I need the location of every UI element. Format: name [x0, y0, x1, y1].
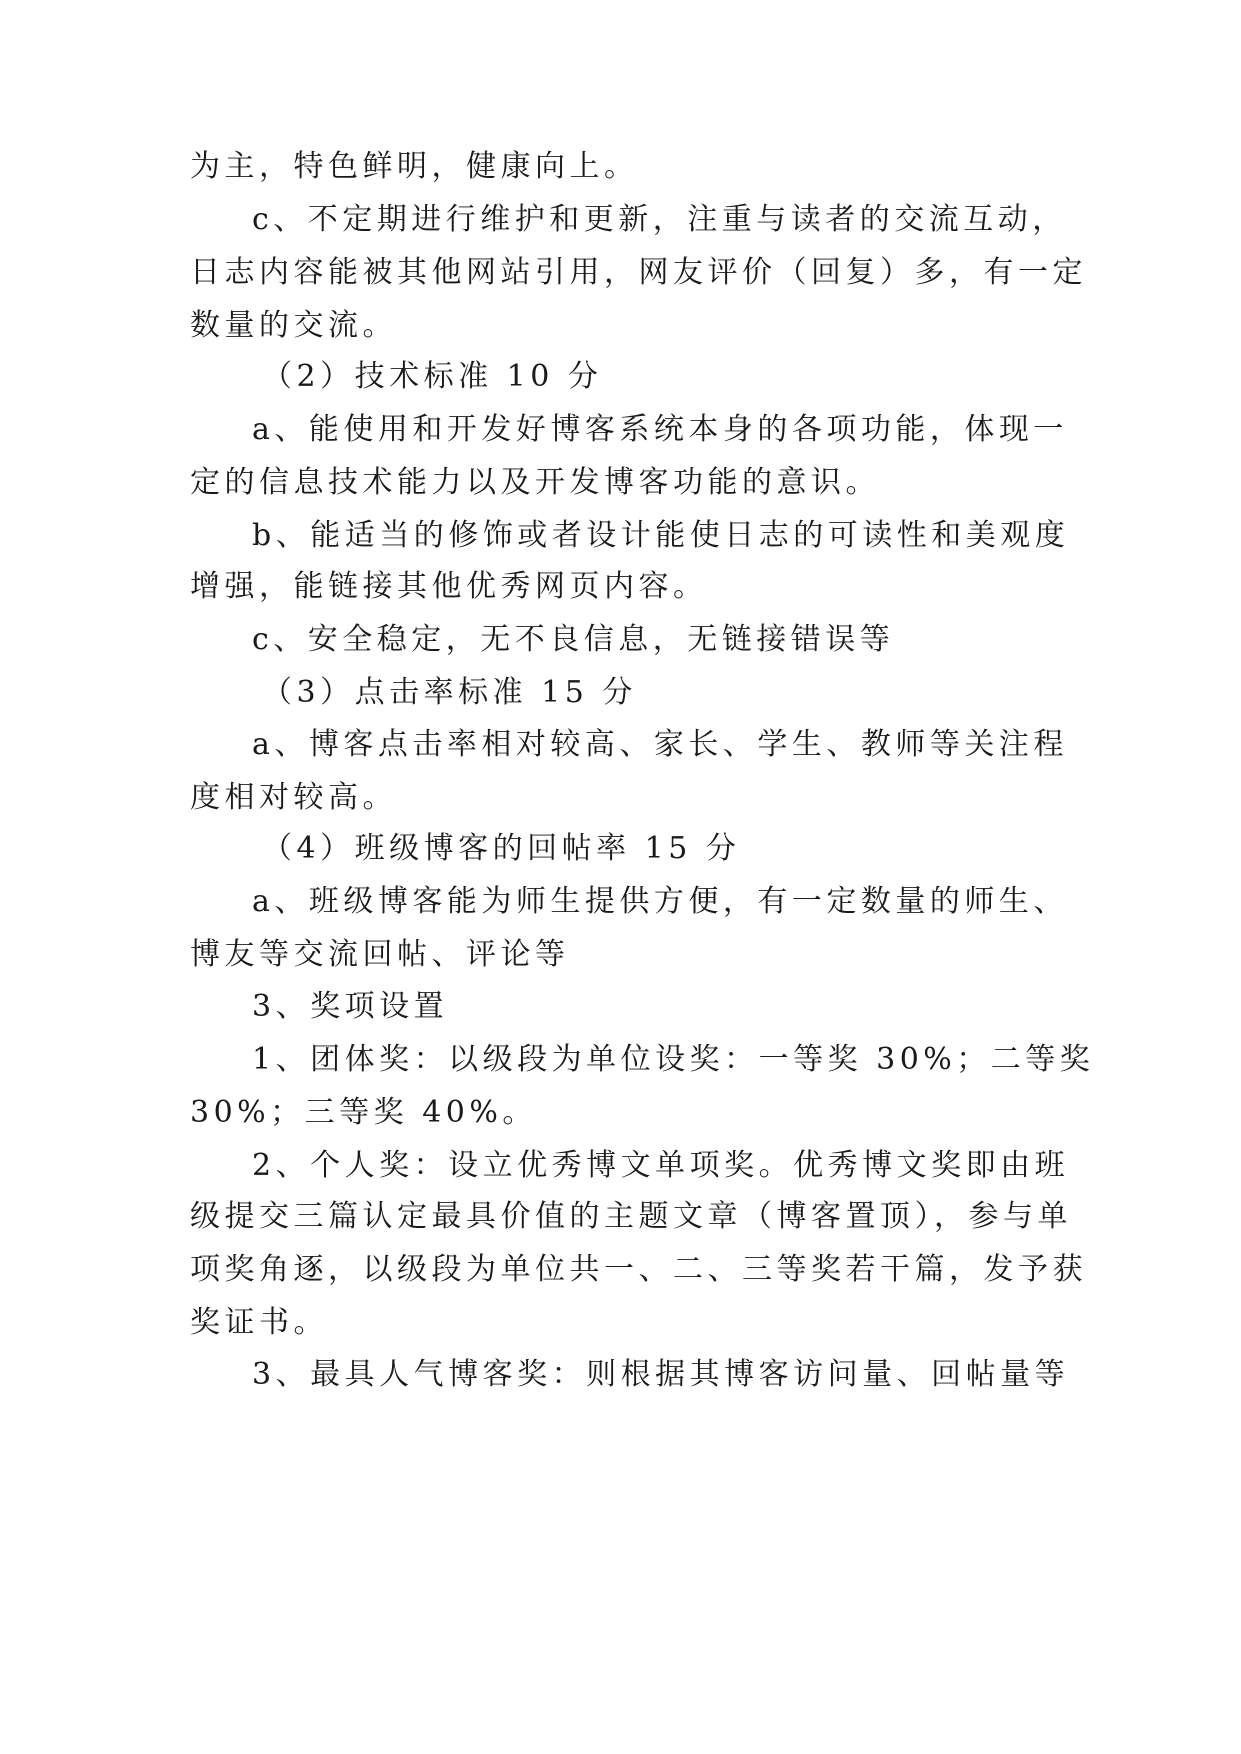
text-line: 日志内容能被其他网站引用，网友评价（回复）多，有一定 — [190, 255, 1087, 290]
text-line: 2、个人奖：设立优秀博文单项奖。优秀博文奖即由班 — [252, 1148, 1070, 1183]
section-heading: （4）班级博客的回帖率 15 分 — [262, 831, 741, 866]
section-heading: 3、奖项设置 — [252, 989, 449, 1024]
text-line: a、班级博客能为师生提供方便，有一定数量的师生、 — [252, 884, 1068, 919]
text-line: 项奖角逐，以级段为单位共一、二、三等奖若干篇，发予获 — [190, 1252, 1087, 1287]
text-line: 数量的交流。 — [190, 308, 397, 343]
text-line: 增强，能链接其他优秀网页内容。 — [190, 569, 708, 604]
text-line: c、不定期进行维护和更新，注重与读者的交流互动， — [252, 202, 1067, 237]
text-line: 3、最具人气博客奖：则根据其博客访问量、回帖量等 — [252, 1357, 1070, 1392]
text-line: a、博客点击率相对较高、家长、学生、教师等关注程 — [252, 727, 1068, 762]
text-line: 30%；三等奖 40%。 — [190, 1095, 537, 1130]
text-line: b、能适当的修饰或者设计能使日志的可读性和美观度 — [252, 518, 1070, 553]
text-line: a、能使用和开发好博客系统本身的各项功能，体现一 — [252, 412, 1068, 447]
section-heading: （3）点击率标准 15 分 — [262, 675, 637, 710]
text-line: 博友等交流回帖、评论等 — [190, 937, 570, 972]
text-line: 奖证书。 — [190, 1305, 328, 1340]
text-line: 度相对较高。 — [190, 780, 397, 815]
text-line: 为主，特色鲜明，健康向上。 — [190, 149, 639, 184]
text-line: 定的信息技术能力以及开发博客功能的意识。 — [190, 465, 880, 500]
section-heading: （2）技术标准 10 分 — [262, 359, 603, 394]
text-line: 级提交三篇认定最具价值的主题文章（博客置顶），参与单 — [190, 1199, 1072, 1234]
text-line: c、安全稳定，无不良信息，无链接错误等 — [252, 622, 895, 657]
text-line: 1、团体奖：以级段为单位设奖：一等奖 30%；二等奖 — [252, 1042, 1095, 1077]
